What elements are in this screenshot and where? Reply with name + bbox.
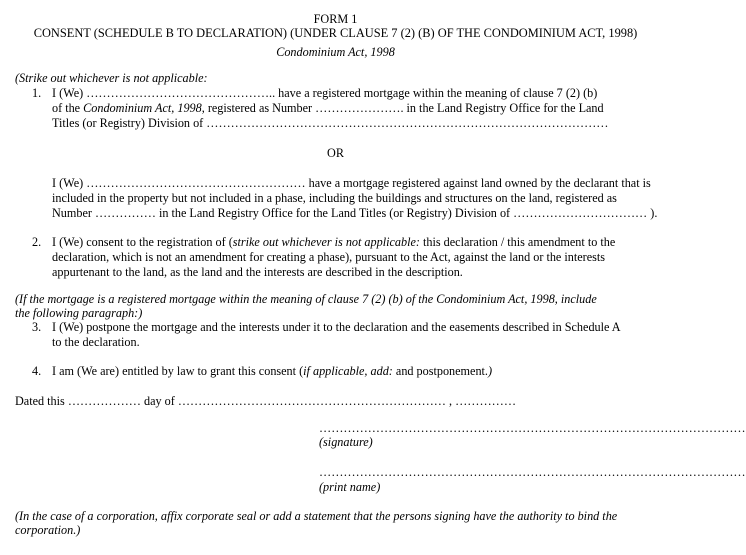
or-separator: OR (327, 146, 344, 160)
blank-month[interactable]: ………………………………………………………… (177, 394, 446, 408)
item-2-line-2: declaration, which is not an amendment for creating a phase), pursuant to the Act, against the land or the interests (52, 250, 606, 264)
item-1-line-3 (52, 116, 608, 131)
item-1b-text: ). (647, 206, 658, 220)
dated-text: day of (140, 394, 178, 408)
item-1b-line-3 (52, 206, 657, 221)
if-applicable-label: if applicable, add: (303, 364, 393, 378)
print-name-label: (print name) (319, 480, 381, 494)
form-title: CONSENT (SCHEDULE B TO DECLARATION) (UNDER CLAUSE 7 (2) (B) OF THE CONDOMINIUM ACT, 1998) (33, 26, 638, 40)
signature-line[interactable]: …………………………………………………………………………………………… (319, 421, 746, 435)
blank-year[interactable]: …………… (455, 394, 517, 408)
item-2-text: I (We) consent to the registration of ( (52, 235, 233, 249)
blank-mortgagee-name[interactable]: ……………………………………….. (86, 86, 276, 100)
item-1b-text: have a mortgage registered against land owned by the declarant that is (305, 176, 651, 190)
act-subtitle: Condominium Act, 1998 (276, 45, 395, 59)
mortgage-note-line-1: (If the mortgage is a registered mortgage within the meaning of clause 7 (2) (b) of the Condominium Act, 1998, include (15, 292, 597, 306)
blank-day[interactable]: ……………… (67, 394, 141, 408)
corporation-note-line-2: corporation.) (15, 523, 81, 537)
item-1-text: , registered as Number (201, 101, 316, 115)
item-1-line-2 (52, 101, 604, 116)
item-4-line (52, 364, 492, 379)
blank-division[interactable]: ……………………………………………………………………………………… (206, 116, 609, 130)
item-3-line-2: to the declaration. (52, 335, 140, 349)
item-1-text: Titles (or Registry) Division of (52, 116, 207, 130)
blank-mortgagee-name-alt[interactable]: ……………………………………………… (86, 176, 306, 190)
print-name-line[interactable]: …………………………………………………………………………………………… (319, 465, 746, 479)
item-1b-text: in the Land Registry Office for the Land Titles (or Registry) Division of (155, 206, 514, 220)
item-1-text: in the Land Registry Office for the Land (403, 101, 604, 115)
item-1b-text: Number (52, 206, 95, 220)
item-1-text: have a registered mortgage within the meaning of clause 7 (2) (b) (275, 86, 598, 100)
item-4-text: I am (We are) entitled by law to grant this consent ( (52, 364, 304, 378)
mortgage-note-line-2: the following paragraph:) (15, 306, 143, 320)
item-1-number: 1. (32, 86, 42, 100)
dated-text: , (445, 394, 456, 408)
item-4-text: and postponement. (392, 364, 488, 378)
item-1-text: of the (52, 101, 84, 115)
item-1b-line-1 (52, 176, 651, 191)
signature-label: (signature) (319, 435, 373, 449)
item-2-number: 2. (32, 235, 42, 249)
form-number: FORM 1 (313, 12, 358, 26)
item-1b-text: I (We) (52, 176, 87, 190)
item-3-number: 3. (32, 320, 42, 334)
item-1-text: I (We) (52, 86, 87, 100)
item-2-line-3: appurtenant to the land, as the land and the interests are described in the description. (52, 265, 463, 279)
blank-registration-number[interactable]: …………………. (315, 101, 404, 115)
corporation-note-line-1: (In the case of a corporation, affix corporate seal or add a statement that the persons signing have the authority to bind the (15, 509, 618, 523)
item-4-number: 4. (32, 364, 42, 378)
blank-registration-number-alt[interactable]: …………… (94, 206, 156, 220)
strike-out-instruction: strike out whichever is not applicable: (232, 235, 420, 249)
item-2-line-1 (52, 235, 615, 250)
item-2-text: this declaration / this amendment to the (419, 235, 616, 249)
strike-out-note: (Strike out whichever is not applicable: (15, 71, 208, 85)
blank-division-alt[interactable]: …………………………… (513, 206, 648, 220)
act-reference: Condominium Act, 1998 (83, 101, 202, 115)
item-4-text: ) (487, 364, 493, 378)
item-1-line-1 (52, 86, 597, 101)
item-1b-line-2: included in the property but not included in a phase, including the buildings and structures on the land, registered as (52, 191, 617, 205)
item-3-line-1: I (We) postpone the mortgage and the interests under it to the declaration and the easements described in Schedule A (52, 320, 621, 334)
dated-line (15, 394, 516, 409)
dated-text: Dated this (15, 394, 68, 408)
